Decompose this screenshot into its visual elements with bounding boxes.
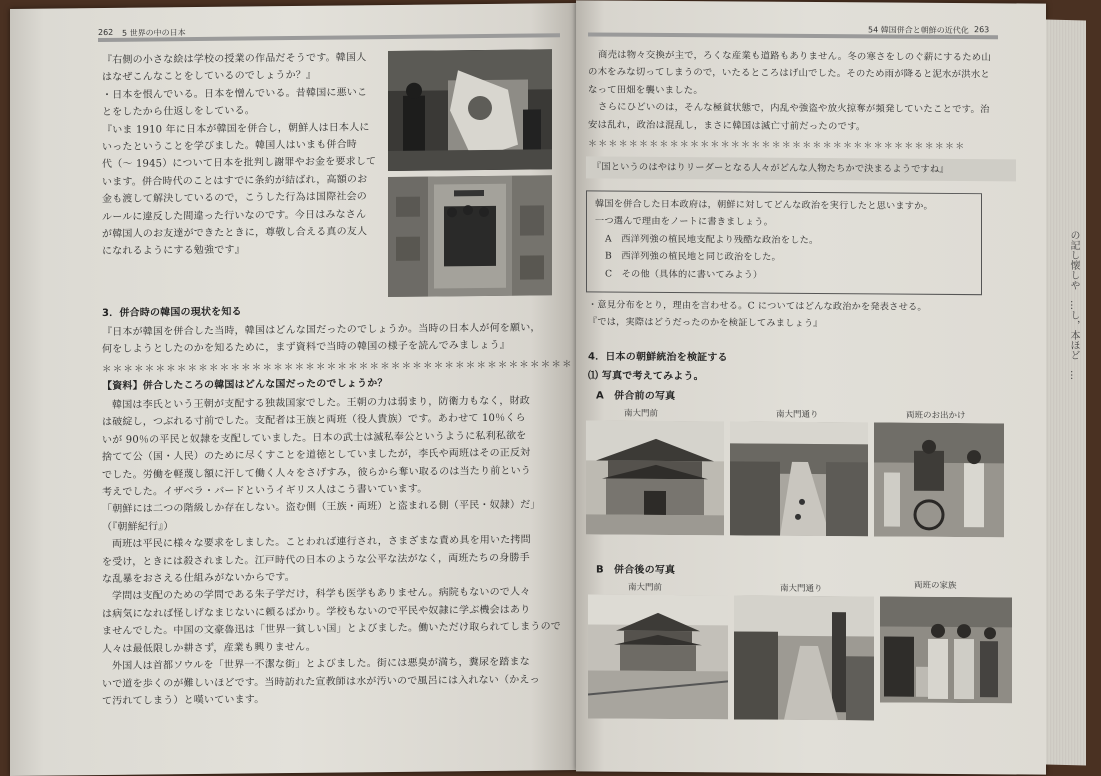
option-c: C その他（具体的に書いてみよう） xyxy=(605,268,763,281)
right-top-line: なって田畑を襲いました。 xyxy=(588,84,703,97)
option-a: A 西洋列強の植民地支配より残酷な政治をした。 xyxy=(605,233,819,246)
intro-text xyxy=(102,49,376,261)
section3-line: 何をしようとしたのかを知るために，まず資料で当時の韓国の様子を読んでみましょう』 xyxy=(102,340,510,356)
b-caption-1: 南大門前 xyxy=(628,582,663,593)
shaded-line: 『国というのはやはりリーダーとなる人々がどんな人物たちかで決まるようですね』 xyxy=(592,161,949,175)
material-line: を受け，ときには殺されました。江戸時代の日本のような公平な法がなく，両班たちの身勝手 xyxy=(102,552,530,568)
a-photo-3-art xyxy=(874,422,1004,537)
right-top-line: さらにひどいのは，そんな極貧状態で，内乱や強盗や放火掠奪が頻発していたことです。治 xyxy=(598,101,990,116)
question-line: 韓国を併合した日本政府は，朝鮮に対してどんな政治を実行したと思いますか。 xyxy=(595,198,933,212)
intro-line: 『いま 1910 年に日本が韓国を併合し，朝鮮人は日本人に xyxy=(102,121,370,136)
a-caption-1: 南大門前 xyxy=(624,408,659,419)
b-photo-namdaemun-gate xyxy=(588,594,728,719)
b-photo-yangban-family xyxy=(880,596,1012,703)
photo-a-title: A 併合前の写真 xyxy=(596,390,676,403)
material-title: 【資料】併合したころの韓国はどんな国だったのでしょうか？ xyxy=(102,378,388,393)
section4-title: 4．日本の朝鮮統治を検証する xyxy=(588,351,728,364)
intro-line: はなぜこんなことをしているのでしょうか？』 xyxy=(102,70,317,84)
right-top-line: 安は乱れ，政治は混乱し，まさに韓国は滅亡寸前だったのです。 xyxy=(588,119,866,133)
left-page-number: 262 xyxy=(98,27,114,38)
star-divider-left: ＊＊＊＊＊＊＊＊＊＊＊＊＊＊＊＊＊＊＊＊＊＊＊＊＊＊＊＊＊＊＊＊＊＊＊＊＊＊＊＊＊＊＊＊ xyxy=(102,359,573,376)
left-chapter-title: 5 世界の中の日本 xyxy=(122,28,186,38)
right-chapter-title: 54 韓国併合と朝鮮の近代化 xyxy=(868,25,969,36)
material-line: いで道を歩くのが難しいほどです。当時訪れた宣教師は水が汚いので風呂には入れない（かえっ xyxy=(102,673,540,690)
intro-line: いったということを学びました。韓国人はいまも併合時 xyxy=(102,139,357,154)
material-line: は破綻し，つぶれる寸前でした。支配者は王族と両班（役人貴族）です。あわせて 10％くら xyxy=(102,412,526,429)
material-line: 韓国は李氏という王朝が支配する独裁国家でした。王朝の力は弱まり，防衛力もなく，財政 xyxy=(112,395,530,411)
a-photo-namdaemun-gate xyxy=(586,420,724,535)
material-line: は病気になれば怪しげなまじないに頼るばかり。学校もないので平民や奴隷に学ぶ機会はあり xyxy=(102,604,531,620)
material-line: 両班は平民に様々な要求をしました。ことわれば連行され，さまざまな責め具を用いた拷問 xyxy=(112,534,531,551)
question-line: 一つ選んで理由をノートに書きましょう。 xyxy=(595,215,774,229)
childrens-drawing-art xyxy=(388,175,552,297)
right-top-line: 商売は物々交換が主で，ろくな産業も道路もありません。冬の寒さをしのぐ薪にするため山 xyxy=(598,49,991,64)
after-box-line: ・意見分布をとり，理由を言わせる。C についてはどんな政治かを発表させる。 xyxy=(588,299,927,313)
material-line: 「朝鮮には二つの階級しか存在しない。盗む側（王族・両班）と盗まれる側（平民・奴隷）だ」 xyxy=(102,499,541,516)
material-line: 人々は最低限しか耕さず，産業も興りません。 xyxy=(102,641,316,655)
after-box-text xyxy=(588,296,927,333)
a-caption-2: 南大門通り xyxy=(776,409,819,421)
a-caption-3: 両班のお出かけ xyxy=(906,410,966,422)
intro-line: います。併合時代のことはすでに条約が結ばれ，高額のお xyxy=(102,174,368,188)
section3-line: 『日本が韓国を併合した当時，韓国はどんな国だったのでしょうか。当時の日本人が何を願い， xyxy=(102,322,541,339)
section3-text xyxy=(102,319,541,358)
intro-line: 代（～ 1945）について日本を批判し謝罪やお金を要求して xyxy=(102,156,377,171)
intro-line: 金も渡して解決しているので，こうした行為は国際社会の xyxy=(102,191,367,206)
right-top-text xyxy=(588,46,991,136)
b-caption-3: 両班の家族 xyxy=(914,580,957,592)
intro-line: 『右側の小さな絵は学校の授業の作品だそうです。韓国人 xyxy=(102,52,367,67)
b-photo-1-art xyxy=(588,594,728,719)
left-page xyxy=(10,3,576,776)
b-caption-2: 南大門通り xyxy=(780,583,823,595)
material-line: 学問は支配のための学問である朱子学だけ，科学も医学もありません。病院もないので人々 xyxy=(112,586,531,603)
right-page xyxy=(576,0,1046,774)
intro-line: ルールに違反した間違った行いなのです。今日はみなさん xyxy=(102,208,367,223)
material-line: て汚れてしまう）と嘆いています。 xyxy=(102,694,265,707)
right-top-line: の木をみな切ってしまうので，いたるところはげ山でした。そのため雨が降ると泥水が洪水と xyxy=(588,66,990,81)
material-line: 捨てて公（国・人民）のために尽くすことを道徳としていましたが，李氏や両班はその正反対 xyxy=(102,447,531,464)
option-b: B 西洋列強の植民地と同じ政治をした。 xyxy=(605,250,781,264)
material-line: いが 90％の平民と奴隷を支配していました。日本の武士は滅私奉公というように私利私欲を xyxy=(102,430,527,446)
right-page-number: 263 xyxy=(974,25,990,35)
intro-line: とをしたから仕返しをしている。 xyxy=(102,105,255,119)
material-line: （『朝鮮紀行』） xyxy=(102,521,174,533)
a-photo-yangban-outing xyxy=(874,422,1004,537)
material-line: 外国人は首都ソウルを「世界一不潔な街」とよびました。街には悪臭が満ち，糞尿を踏まな xyxy=(112,656,530,672)
material-line: 考えでした。イザベラ・バードというイギリス人はこう書いています。 xyxy=(102,483,428,499)
a-photo-namdaemun-street xyxy=(730,421,868,536)
photo-b-title: B 併合後の写真 xyxy=(596,564,676,577)
protest-photo-art xyxy=(388,49,552,171)
star-divider-right: ＊＊＊＊＊＊＊＊＊＊＊＊＊＊＊＊＊＊＊＊＊＊＊＊＊＊＊＊＊＊＊＊＊＊＊＊＊ xyxy=(588,139,966,153)
section3-title: 3．併合時の韓国の現状を知る xyxy=(102,306,242,320)
material-line: ませんでした。中国の文豪魯迅は「世界一貧しい国」とよびました。働いただけ取られてしまうので xyxy=(102,621,561,638)
material-line: でした。労働を軽蔑し額に汗して働く人々をさげすみ，彼らから奪い取るのは当たり前という xyxy=(102,465,531,481)
after-box-line: 『では，実際はどうだったのかを検証してみましょう』 xyxy=(588,316,823,330)
intro-line: になれるようにする勉強です』 xyxy=(102,244,245,258)
page-edge xyxy=(1046,19,1086,765)
question-box xyxy=(586,190,982,295)
subsection-title: ⑴ 写真で考えてみよう。 xyxy=(588,370,704,383)
a-photo-1-art xyxy=(586,420,724,535)
question-text xyxy=(595,195,933,284)
b-photo-namdaemun-street xyxy=(734,595,874,720)
b-photo-2-art xyxy=(734,595,874,720)
b-photo-3-art xyxy=(880,596,1012,703)
material-line: な乱暴をおさえる仕組みがないからです。 xyxy=(102,572,295,586)
protest-photo xyxy=(388,49,552,171)
material-text xyxy=(102,392,561,710)
intro-line: が韓国人のお友達ができたときに，尊敬し合える真の友人 xyxy=(102,226,368,241)
intro-line: ・日本を恨んでいる。日本を憎んでいる。昔韓国に悪いこ xyxy=(102,87,368,101)
childrens-drawing-photo xyxy=(388,175,552,297)
edge-text: の記し懐しや …し，本ほど … xyxy=(1068,230,1079,380)
a-photo-2-art xyxy=(730,421,868,536)
